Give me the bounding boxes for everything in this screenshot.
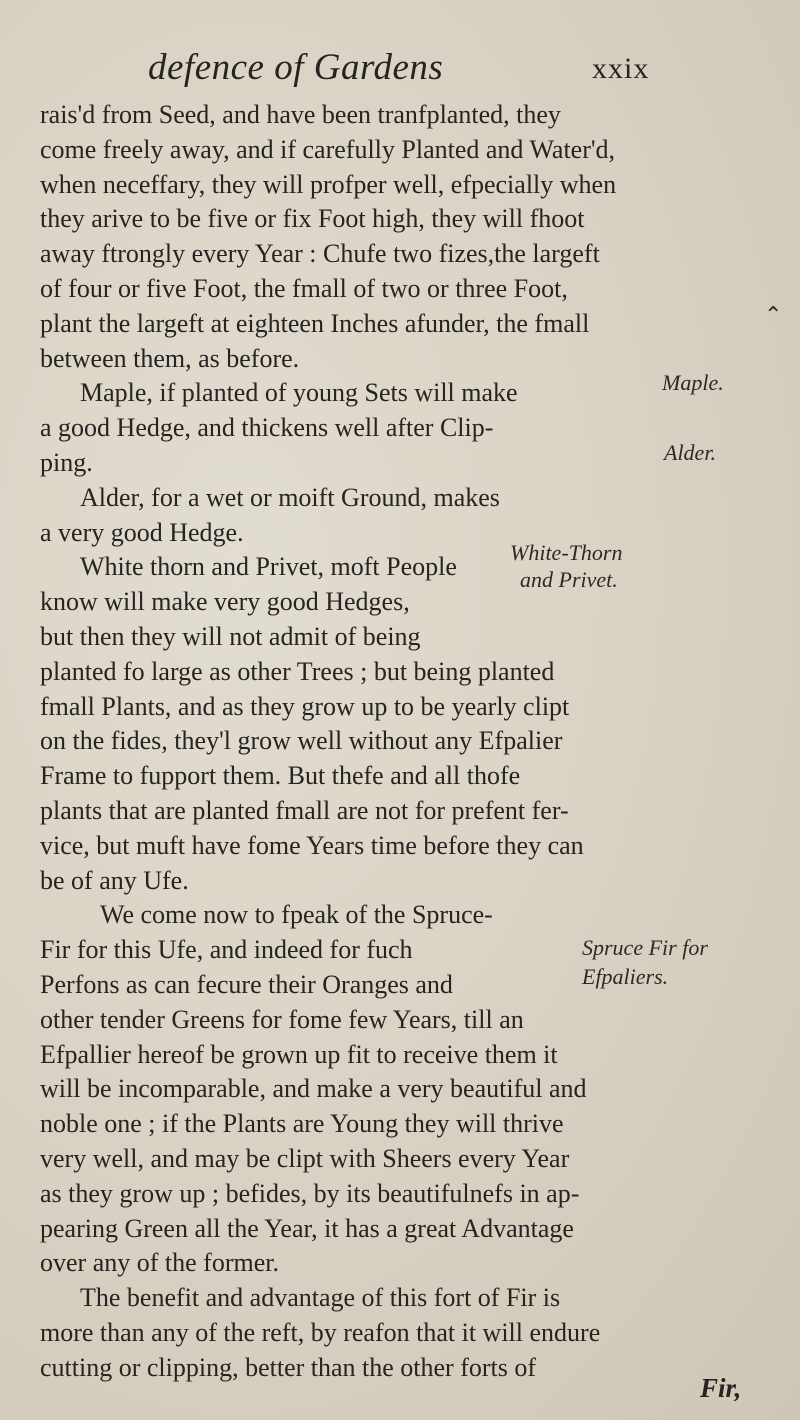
text-line: on the fides, they'l grow well without any Efpalier [40, 726, 563, 756]
text-line: over any of the former. [40, 1248, 279, 1278]
text-line: more than any of the reft, by reafon that it will endure [40, 1317, 601, 1347]
text-line: planted fo large as other Trees ; but being planted [40, 656, 555, 686]
margin-mark: ⌃ [764, 303, 783, 328]
text-line: a very good Hedge. [40, 517, 244, 547]
text-line: know will make very good Hedges, [40, 587, 410, 617]
text-line: but then they will not admit of being [40, 621, 421, 651]
text-line: Fir for this Ufe, and indeed for fuch [40, 935, 413, 965]
text-line: pearing Green all the Year, it has a great Advantage [40, 1213, 574, 1243]
margin-note-privet: and Privet. [520, 567, 618, 592]
text-line: they arive to be five or fix Foot high, they will fhoot [40, 204, 585, 234]
text-line: when neceffary, they will profper well, efpecially when [40, 169, 617, 199]
text-line: away ftrongly every Year : Chufe two fizes,the largeft [40, 239, 600, 269]
margin-note-spruce-fir: Spruce Fir for [582, 935, 708, 960]
text-line: a good Hedge, and thickens well after Clip- [40, 413, 494, 443]
text-line: cutting or clipping, better than the other forts of [40, 1352, 537, 1382]
text-line: plant the largeft at eighteen Inches afunder, the fmall [40, 308, 590, 338]
text-line: Frame to fupport them. But thefe and all thofe [40, 761, 521, 791]
text-line: will be incomparable, and make a very beautiful and [40, 1074, 587, 1104]
text-line: The benefit and advantage of this fort of Fir is [80, 1283, 561, 1313]
text-line: Alder, for a wet or moift Ground, makes [80, 482, 500, 512]
text-line: as they grow up ; befides, by its beautifulnefs in ap- [40, 1178, 580, 1208]
margin-note-espaliers: Efpaliers. [582, 964, 669, 989]
margin-note-alder: Alder. [664, 440, 716, 465]
text-line: other tender Greens for fome few Years, till an [40, 1004, 524, 1034]
body-text [40, 98, 783, 1385]
text-line: Perfons as can fecure their Oranges and [40, 969, 453, 999]
catchword: Fir, [700, 1373, 742, 1403]
margin-note-whitethorn: White-Thorn [510, 540, 623, 565]
text-line: come freely away, and if carefully Planted and Water'd, [40, 134, 616, 164]
text-line: rais'd from Seed, and have been tranfplanted, they [40, 100, 561, 129]
text-line: of four or five Foot, the fmall of two or three Foot, [40, 273, 568, 303]
text-line: Efpallier hereof be grown up fit to receive them it [40, 1039, 558, 1069]
page-number: xxix [592, 52, 650, 85]
page-header [0, 28, 800, 98]
text-line: plants that are planted fmall are not for prefent fer- [40, 795, 569, 825]
margin-note-maple: Maple. [662, 370, 724, 395]
text-line: between them, as before. [40, 343, 300, 373]
text-line: White thorn and Privet, moft People [80, 552, 457, 582]
text-line: fmall Plants, and as they grow up to be yearly clipt [40, 691, 570, 721]
text-line: very well, and may be clipt with Sheers every Year [40, 1143, 570, 1173]
text-line: ping. [40, 447, 93, 477]
text-line: Maple, if planted of young Sets will make [80, 378, 518, 408]
text-line: be of any Ufe. [40, 865, 189, 895]
text-line: vice, but muft have fome Years time before they can [40, 830, 584, 860]
running-title: defence of Gardens [148, 47, 444, 88]
text-line: noble one ; if the Plants are Young they will thrive [40, 1109, 564, 1139]
text-line: We come now to fpeak of the Spruce- [100, 900, 493, 930]
